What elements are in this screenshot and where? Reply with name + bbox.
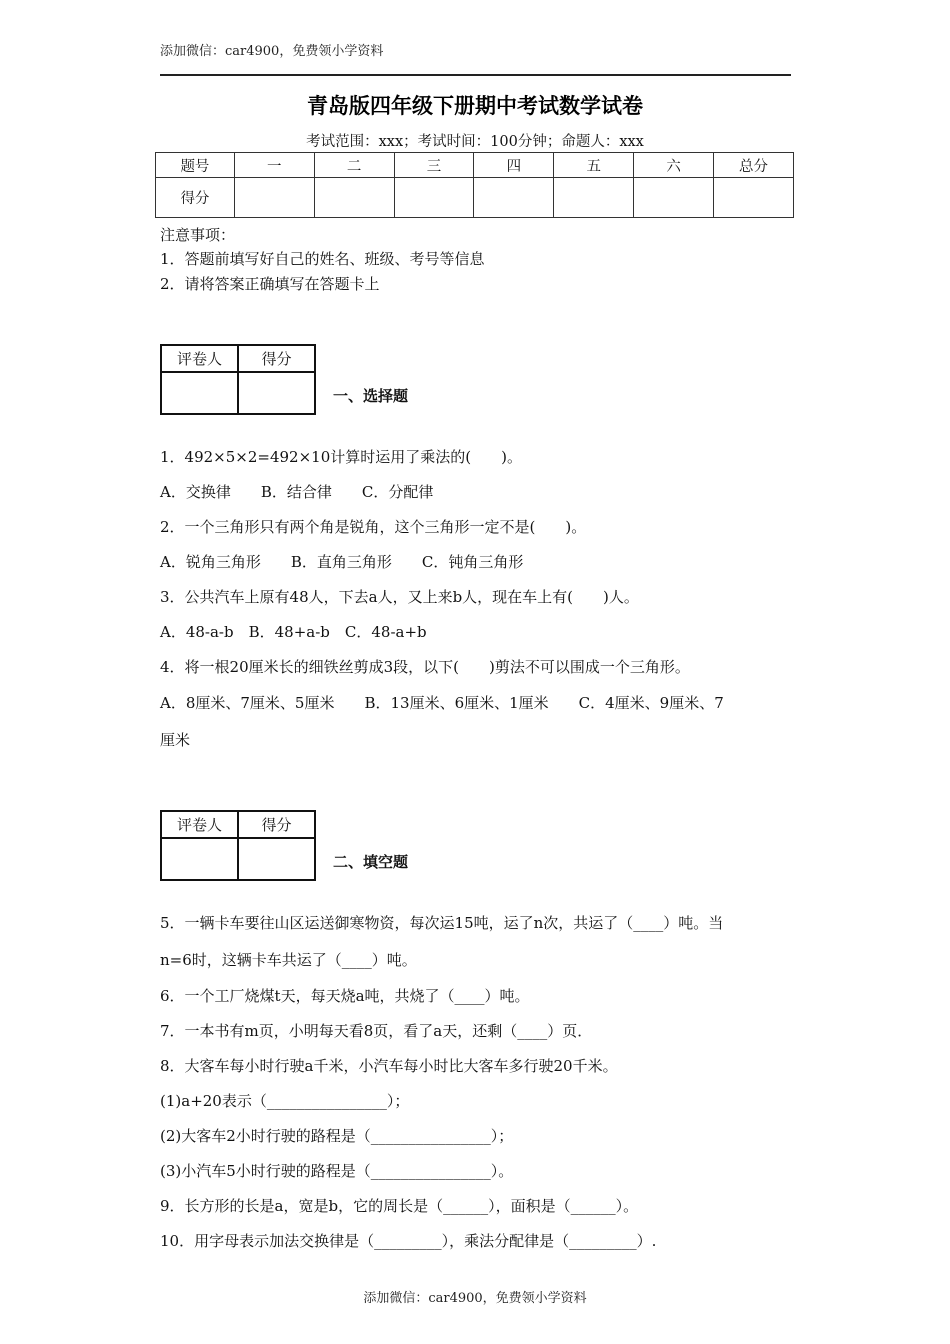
notes-heading: 注意事项： — [160, 226, 236, 244]
score-table-cell: 得分 — [156, 178, 235, 218]
score-input-cell[interactable] — [314, 178, 394, 218]
score-table-cell: 三 — [394, 153, 474, 178]
sub-question-line: (1)a+20表示（________________）； — [160, 1092, 410, 1110]
score-table-cell: 六 — [634, 153, 714, 178]
grader-input-cell[interactable] — [161, 838, 238, 880]
score-table-cell: 一 — [234, 153, 314, 178]
question-line: 2．一个三角形只有两个角是锐角，这个三角形一定不是( )。 — [160, 518, 587, 536]
question-line: 7．一本书有m页，小明每天看8页，看了a天，还剩（____）页． — [160, 1022, 593, 1040]
exam-title: 青岛版四年级下册期中考试数学试卷 — [307, 94, 643, 118]
score-input-cell[interactable] — [394, 178, 474, 218]
grader-box — [160, 810, 316, 881]
option-line: A．8厘米、7厘米、5厘米 B．13厘米、6厘米、1厘米 C．4厘米、9厘米、7 — [160, 694, 724, 712]
grader-input-cell[interactable] — [161, 372, 238, 414]
score-label: 得分 — [238, 345, 315, 372]
grader-label: 评卷人 — [161, 345, 238, 372]
question-line: 6．一个工厂烧煤t天，每天烧a吨，共烧了（____）吨。 — [160, 987, 530, 1005]
exam-subtitle: 考试范围：xxx；考试时间：100分钟；命题人：xxx — [306, 134, 644, 150]
option-line: A．48-a-b B．48+a-b C．48-a+b — [160, 623, 427, 641]
header-watermark-note: 添加微信：car4900，免费领小学资料 — [160, 44, 384, 59]
sub-question-line: (2)大客车2小时行驶的路程是（________________）； — [160, 1127, 514, 1145]
score-input-cell[interactable] — [238, 372, 315, 414]
score-table — [155, 152, 794, 218]
score-label: 得分 — [238, 811, 315, 838]
option-line-continued: 厘米 — [160, 731, 191, 749]
sub-question-line: (3)小汽车5小时行驶的路程是（________________）。 — [160, 1162, 514, 1180]
footer-watermark-note: 添加微信：car4900，免费领小学资料 — [363, 1291, 587, 1306]
notes-item: 2．请将答案正确填写在答题卡上 — [160, 275, 380, 293]
section-title: 二、填空题 — [333, 853, 409, 871]
question-line-continued: n=6时，这辆卡车共运了（____）吨。 — [160, 951, 417, 969]
score-input-cell[interactable] — [714, 178, 794, 218]
question-line: 10．用字母表示加法交换律是（_________），乘法分配律是（_________）. — [160, 1232, 657, 1250]
header-divider — [160, 74, 791, 76]
score-table-score-row — [156, 178, 794, 218]
score-input-cell[interactable] — [234, 178, 314, 218]
score-input-cell[interactable] — [554, 178, 634, 218]
question-line: 9．长方形的长是a，宽是b，它的周长是（______），面积是（______）。 — [160, 1197, 639, 1215]
grader-box — [160, 344, 316, 415]
score-table-header-row — [156, 153, 794, 178]
score-input-cell[interactable] — [634, 178, 714, 218]
score-table-cell: 题号 — [156, 153, 235, 178]
question-line: 3．公共汽车上原有48人，下去a人，又上来b人，现在车上有( )人。 — [160, 588, 639, 606]
question-line: 4．将一根20厘米长的细铁丝剪成3段，以下( )剪法不可以围成一个三角形。 — [160, 658, 690, 676]
section-title: 一、选择题 — [333, 387, 409, 405]
option-line: A．交换律 B．结合律 C．分配律 — [160, 483, 434, 501]
notes-item: 1．答题前填写好自己的姓名、班级、考号等信息 — [160, 250, 485, 268]
score-input-cell[interactable] — [474, 178, 554, 218]
score-table-cell: 四 — [474, 153, 554, 178]
question-line: 1．492×5×2=492×10计算时运用了乘法的( )。 — [160, 448, 522, 466]
score-table-cell: 五 — [554, 153, 634, 178]
grader-label: 评卷人 — [161, 811, 238, 838]
question-line: 5．一辆卡车要往山区运送御寒物资，每次运15吨，运了n次，共运了（____）吨。当 — [160, 914, 724, 932]
question-line: 8．大客车每小时行驶a千米，小汽车每小时比大客车多行驶20千米。 — [160, 1057, 618, 1075]
score-table-cell: 总分 — [714, 153, 794, 178]
score-table-cell: 二 — [314, 153, 394, 178]
option-line: A．锐角三角形 B．直角三角形 C．钝角三角形 — [160, 553, 524, 571]
score-input-cell[interactable] — [238, 838, 315, 880]
